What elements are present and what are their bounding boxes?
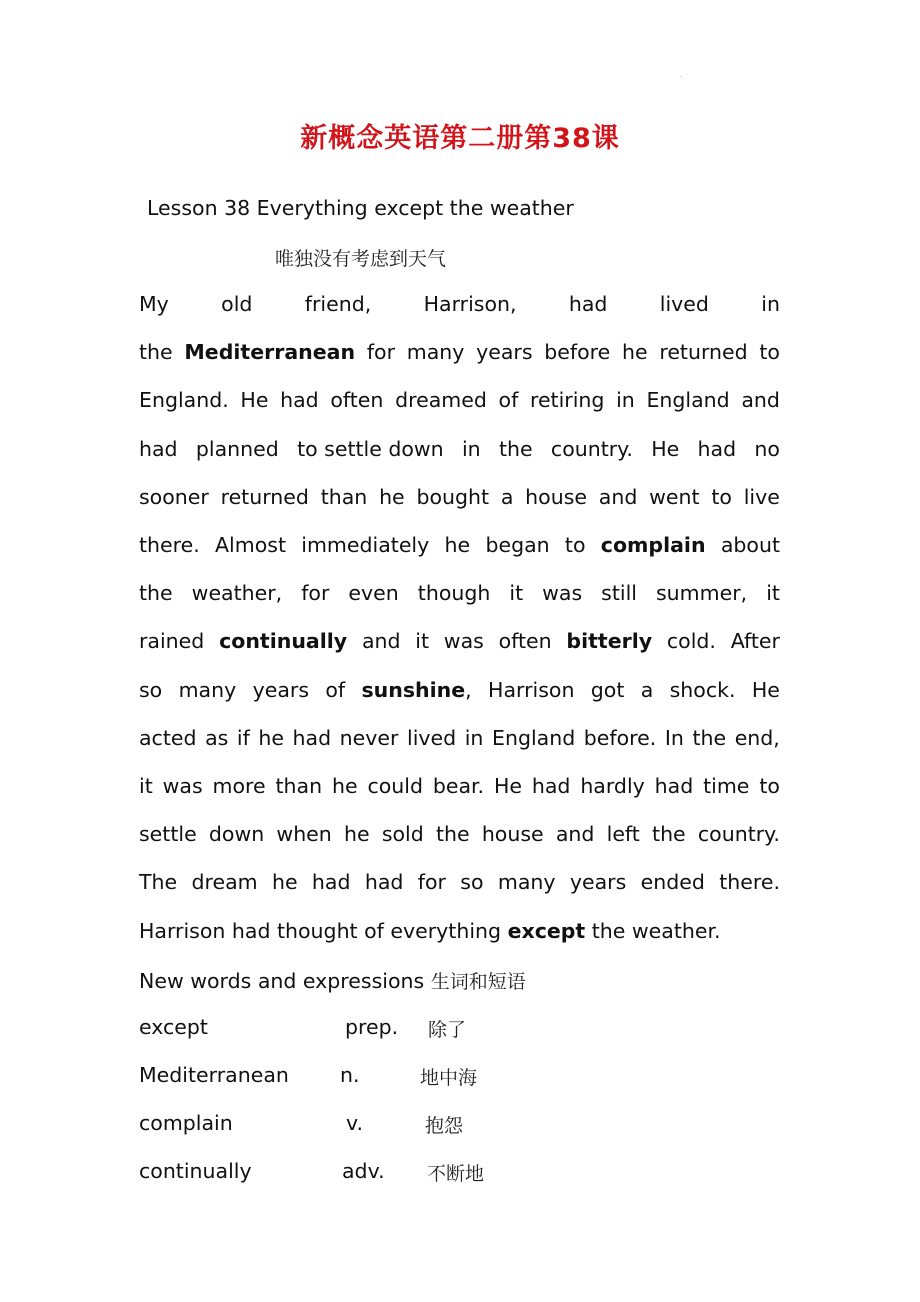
vocab-heading-en: New words and expressions [139, 969, 425, 993]
passage-word: continually [219, 629, 348, 654]
passage-word: there. [139, 533, 200, 557]
passage-word: After [730, 629, 780, 654]
passage-word: for [301, 581, 330, 606]
passage-word: to settle down [297, 436, 444, 461]
passage-word: than [320, 484, 368, 509]
passage-word: for [366, 340, 395, 365]
passage-word: it [509, 581, 524, 606]
passage-word: He [751, 677, 780, 702]
passage-word: hardly [580, 774, 645, 798]
passage-word: he [379, 484, 405, 509]
passage-word: even [348, 581, 399, 606]
passage-word: in [616, 388, 635, 413]
vocab-row [139, 1111, 464, 1137]
passage-word: had [568, 292, 608, 316]
passage-line [139, 726, 780, 750]
passage-word: was [162, 774, 203, 798]
vocab-meaning: 除了 [428, 1019, 467, 1041]
last-line-text: Harrison had thought of everything [139, 919, 508, 943]
vocab-word: complain [139, 1111, 233, 1135]
passage-word: about [720, 533, 780, 557]
vocab-row [139, 1063, 478, 1089]
passage-line [139, 533, 780, 557]
passage-word: cold. [666, 629, 716, 654]
lesson-title: Lesson 38 Everything except the weather [147, 196, 574, 220]
passage-word: shock. [669, 677, 736, 702]
vocab-pos: n. [340, 1063, 360, 1087]
vocab-word: continually [139, 1159, 252, 1183]
vocab-heading [139, 967, 526, 994]
passage-line [139, 437, 780, 461]
passage-word: though [417, 581, 491, 606]
passage-last-line [139, 919, 721, 943]
passage-word: returned [220, 484, 309, 509]
passage-word: years [569, 870, 627, 895]
passage-word: had [654, 774, 694, 798]
passage-word: and [555, 822, 595, 847]
passage-word: the [139, 340, 173, 365]
passage-word: England. [139, 388, 229, 413]
passage-word: the [498, 436, 533, 461]
vocab-meaning: 地中海 [420, 1067, 478, 1089]
passage-word: The [139, 870, 178, 895]
passage-word: house [525, 484, 587, 509]
passage-word: of [325, 677, 346, 702]
passage-word: Harrison [488, 677, 575, 702]
passage-word: had [139, 436, 178, 461]
passage-word: sunshine, [361, 677, 472, 702]
passage-word: country. [697, 822, 780, 847]
passage-word: had [280, 388, 319, 413]
page-title: 新概念英语第二册第38课 [300, 123, 620, 154]
vocab-meaning: 不断地 [427, 1163, 485, 1185]
passage-word: sold [381, 822, 424, 847]
passage-word: My [139, 292, 169, 316]
passage-word: had [311, 870, 351, 895]
passage-word: summer, [656, 581, 748, 606]
passage-word: sooner [139, 484, 209, 509]
passage-word: end, [734, 725, 780, 750]
passage-word: there. [719, 870, 780, 895]
passage-word: of [498, 388, 519, 413]
passage-word: had [292, 725, 332, 750]
passage-word: than [275, 774, 323, 798]
passage-word: complain [600, 533, 706, 557]
passage-word: acted [139, 725, 197, 750]
passage-word: many [497, 870, 556, 895]
passage-word: went [649, 484, 700, 509]
passage-word: he [444, 533, 471, 557]
last-line-text-end: the weather. [585, 919, 721, 943]
passage-word: England [646, 388, 730, 413]
passage-word: England [492, 725, 576, 750]
passage-word: friend, [304, 292, 372, 316]
vocab-word: Mediterranean [139, 1063, 289, 1087]
passage-word: often [330, 388, 384, 413]
passage-word: and [741, 388, 780, 413]
passage-word: it [415, 629, 430, 654]
passage-word: settle [139, 822, 197, 847]
passage-word: never [339, 725, 399, 750]
vocab-heading-cn: 生词和短语 [430, 971, 526, 993]
passage-word: retiring [529, 388, 605, 413]
passage-line [139, 485, 780, 509]
passage-word: he [331, 774, 358, 798]
passage-word: time [703, 774, 750, 798]
passage-word: to [564, 533, 586, 557]
passage-word: a [640, 677, 654, 702]
passage-word: down [208, 822, 265, 847]
passage-word: left [606, 822, 640, 847]
passage-word: ended [640, 870, 705, 895]
passage-word: returned [659, 340, 748, 365]
passage-word: in [464, 725, 484, 750]
passage-line [139, 870, 780, 894]
passage-word: live [743, 484, 780, 509]
passage-word: had [531, 774, 571, 798]
passage-word: Harrison, [423, 292, 517, 316]
passage-word: as [205, 725, 229, 750]
passage-word: had [364, 870, 404, 895]
passage-word: before. [583, 725, 657, 750]
passage-word: often [498, 629, 552, 654]
passage-word: to [711, 484, 732, 509]
passage-word: and [598, 484, 638, 509]
passage-word: many [406, 340, 465, 365]
passage-word: he [271, 870, 298, 895]
passage-word: it [766, 581, 780, 606]
vocab-word: except [139, 1015, 208, 1039]
passage-word: so [460, 870, 484, 895]
passage-word: was [443, 629, 484, 654]
passage-word: the [652, 822, 686, 847]
passage-word: more [212, 774, 266, 798]
passage-line [139, 629, 780, 653]
passage-word: in [461, 436, 481, 461]
passage-word: he [258, 725, 284, 750]
passage-word: bought [416, 484, 490, 509]
passage-word: In [664, 725, 684, 750]
last-line-bold-word: except [507, 919, 586, 943]
passage-word: it [139, 774, 153, 798]
passage-word: a [500, 484, 514, 509]
passage-line [139, 340, 780, 364]
passage-word: old [221, 292, 253, 316]
passage-word: immediately [301, 533, 430, 557]
passage-word: lived [659, 292, 709, 316]
vocab-pos: prep. [345, 1015, 399, 1039]
passage-word: when [276, 822, 332, 847]
passage-word: dream [191, 870, 258, 895]
passage-line [139, 581, 780, 605]
passage-word: many [178, 677, 237, 702]
passage-word: the [139, 581, 173, 606]
passage-word: the [692, 725, 727, 750]
stray-mark [680, 76, 681, 77]
passage-word: bitterly [566, 629, 653, 654]
passage-word: so [139, 677, 163, 702]
passage-word: to [759, 774, 780, 798]
passage-word: he [622, 340, 648, 365]
passage-line [139, 388, 780, 412]
passage-line [139, 292, 780, 316]
passage-word: the [435, 822, 470, 847]
passage-word: in [761, 292, 780, 316]
passage-line [139, 774, 780, 798]
passage-word: He [240, 388, 269, 413]
passage-word: years [476, 340, 533, 365]
passage-word: house [481, 822, 544, 847]
passage-word: planned [195, 436, 279, 461]
passage-word: Almost [215, 533, 286, 557]
passage-word: before [544, 340, 611, 365]
vocab-pos: adv. [342, 1159, 385, 1183]
passage-word: had [697, 436, 737, 461]
passage-word: if [236, 725, 250, 750]
passage-word: was [542, 581, 583, 606]
passage-word: rained [139, 629, 205, 654]
passage-line [139, 822, 780, 846]
passage-word: could [367, 774, 423, 798]
passage-word: to [759, 340, 780, 365]
vocab-row [139, 1159, 485, 1185]
passage-word: He [493, 774, 522, 798]
passage-word: still [601, 581, 637, 606]
lesson-title-cn: 唯独没有考虑到天气 [275, 248, 447, 270]
passage-word: years [252, 677, 309, 702]
vocab-row [139, 1015, 467, 1041]
vocab-pos: v. [346, 1111, 364, 1135]
passage-word: began [485, 533, 550, 557]
passage-word: weather, [191, 581, 283, 606]
passage-word: lived [407, 725, 457, 750]
passage-word: bear. [432, 774, 485, 798]
passage-line [139, 678, 780, 702]
passage-word: and [361, 629, 401, 654]
passage-word: He [651, 436, 680, 461]
passage-word: Mediterranean [184, 340, 356, 365]
passage-word: got [590, 677, 625, 702]
vocab-meaning: 抱怨 [425, 1115, 464, 1137]
passage-word: country. [550, 436, 633, 461]
passage-word: for [417, 870, 446, 895]
passage-word: he [344, 822, 370, 847]
passage-word: dreamed [395, 388, 487, 413]
passage-word: no [754, 436, 780, 461]
